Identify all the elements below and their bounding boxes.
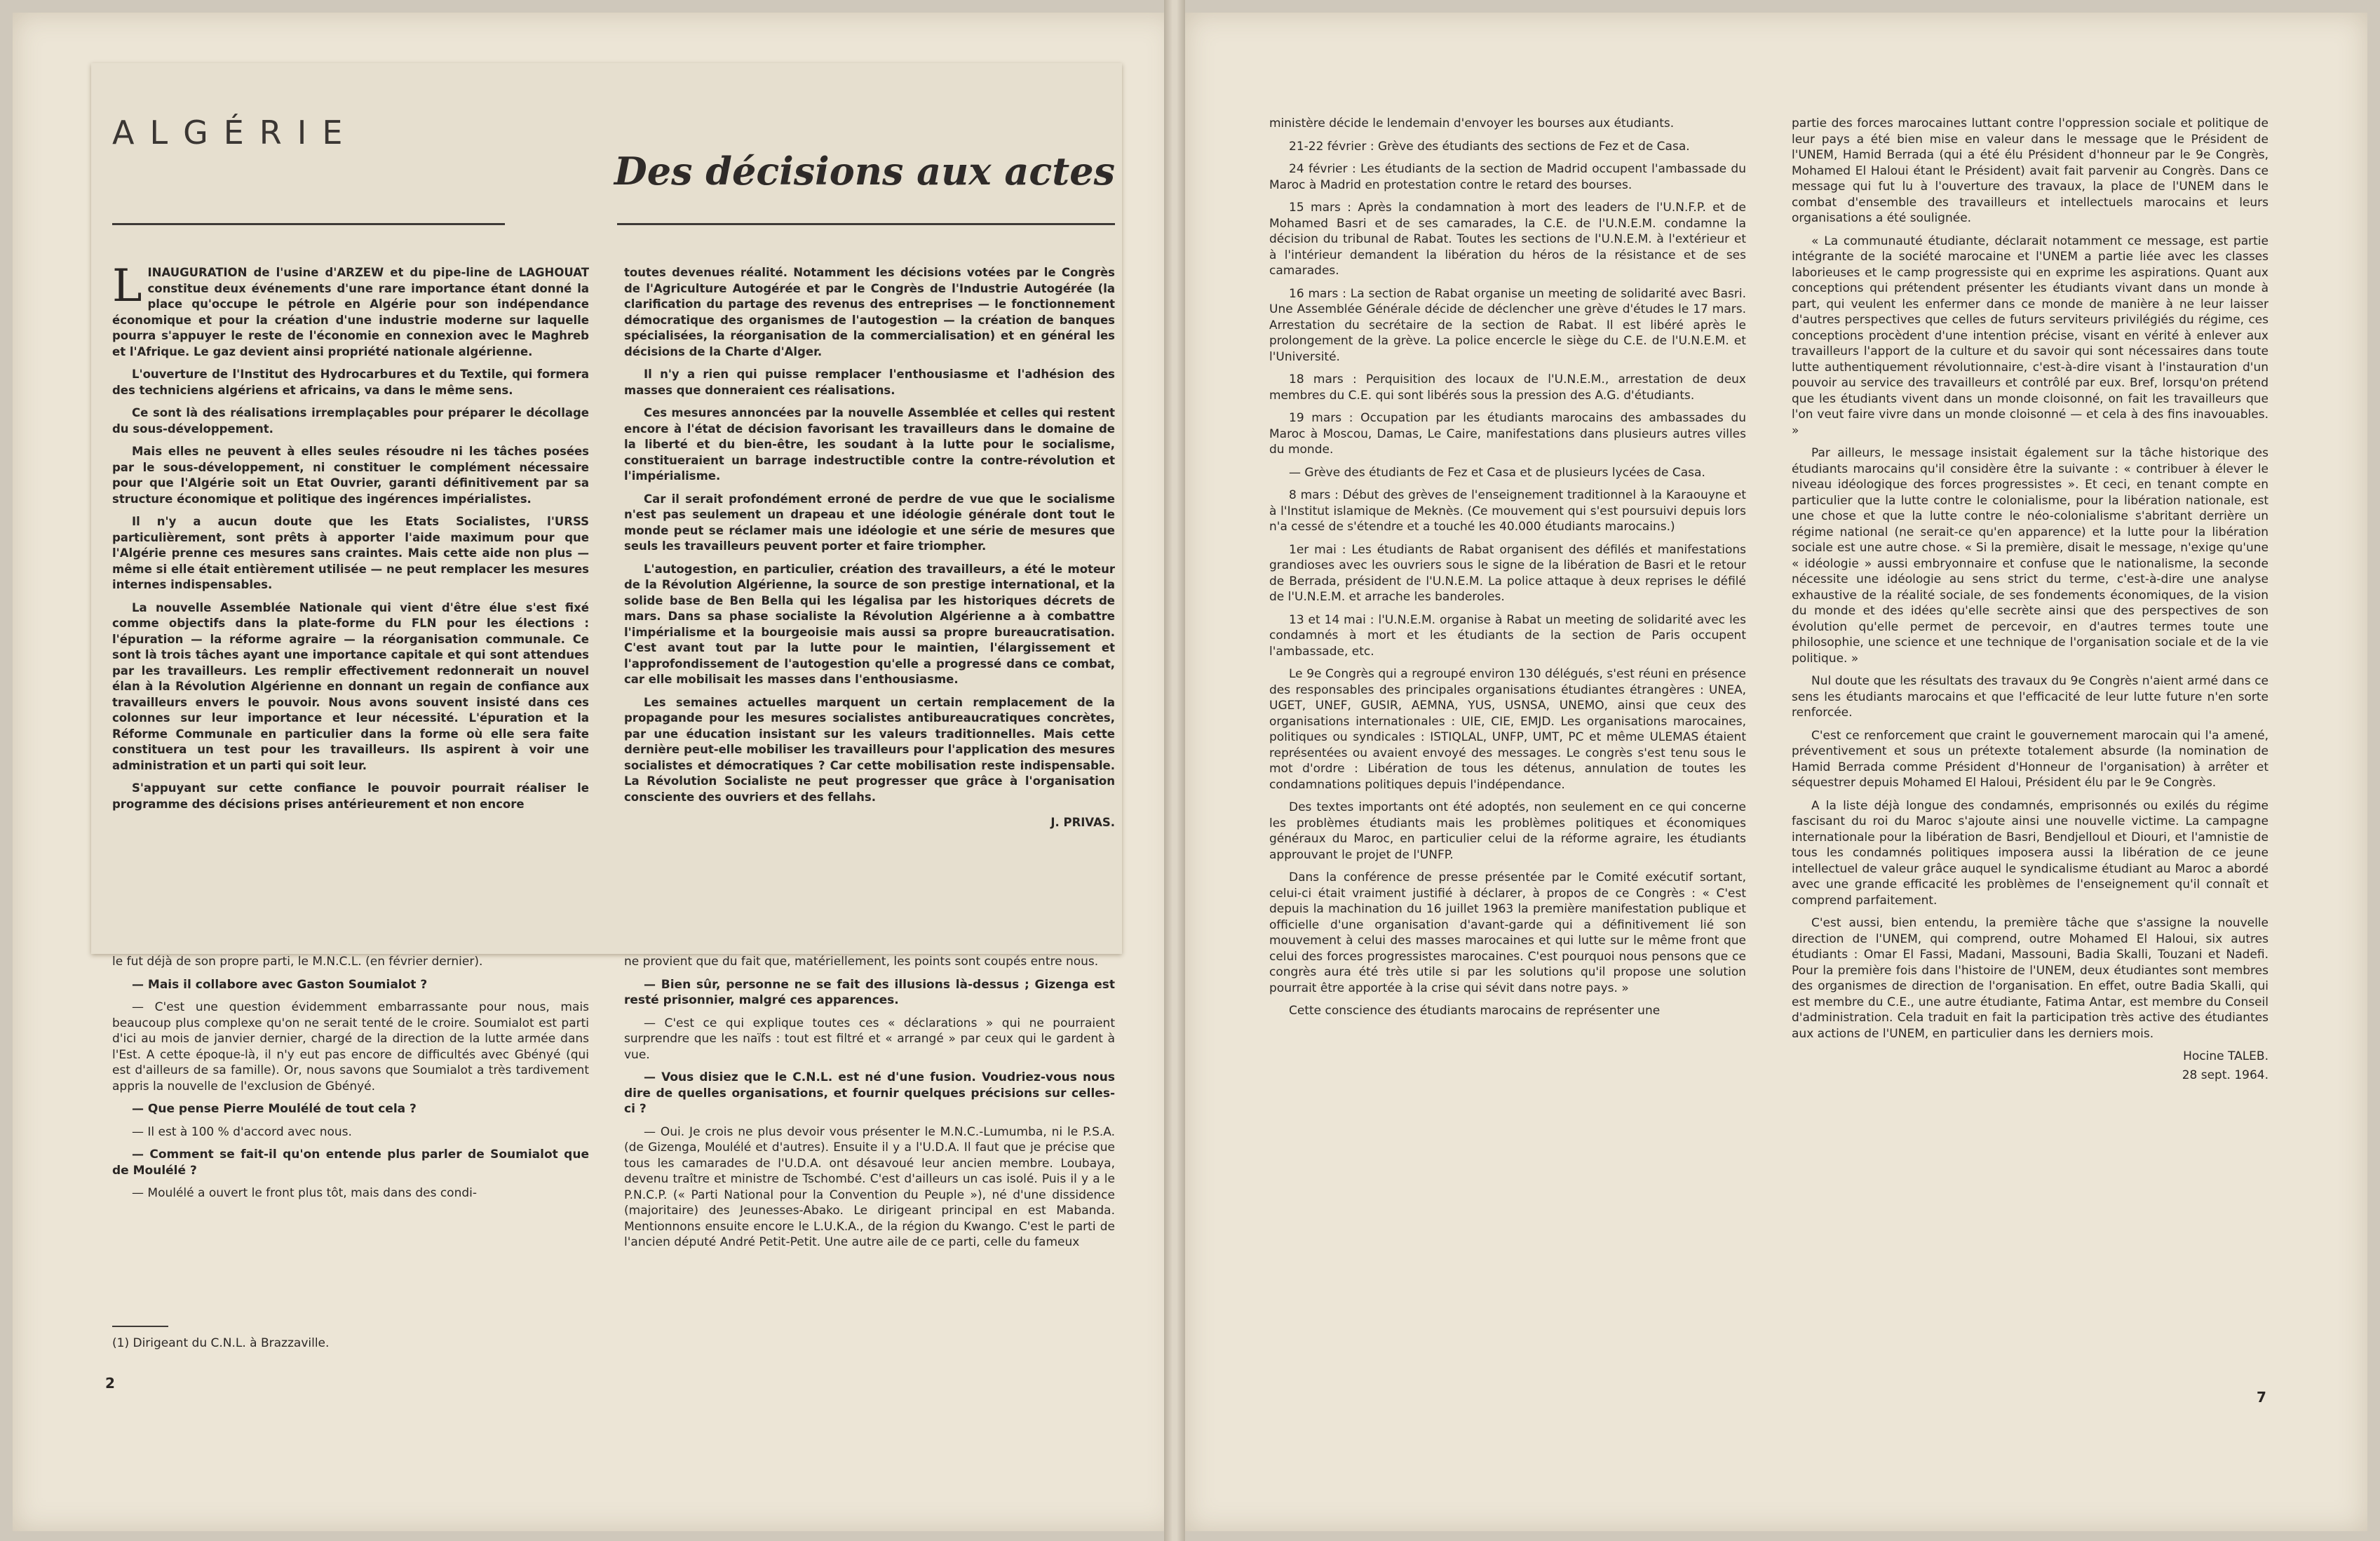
headline-rule-left bbox=[112, 223, 505, 225]
interview-column-2 bbox=[624, 954, 1115, 1258]
paragraph: — Oui. Je crois ne plus devoir vous présenter le M.N.C.-Lumumba, ni le P.S.A. (de Gizenga, Moulélé et d'autres). Ensuite il y a l'U.D.A. Il faut que je précise que tous les camarades de l'U.D.A. ont désavoué leur ancien membre. Loubaya, devenu traître et ministre de Tschombé. C'est d'ailleurs un cas isolé. Puis il y a le P.N.C.P. (« Parti National pour la Convention du Peuple »), né d'une dissidence (majoritaire) des Jeunesses-Abako. Le dirigeant principal en est Mabanda. Mentionnons ensuite encore le L.U.K.A., de la région du Kwango. C'est le parti de l'ancien député André Petit-Petit. Une autre aile de ce parti, celle du fameux bbox=[624, 1124, 1115, 1249]
paragraph: 16 mars : La section de Rabat organise un meeting de solidarité avec Basri. Une Assemblée Générale décide de déclencher une grève d'études le 17 mars. Arrestation du secrétaire de la section de Rabat. Il est libéré après le prolongement de la grève. La police encercle le siège du C.E. de l'U.N.E.M. et l'Université. bbox=[1269, 286, 1746, 364]
paragraph: — Comment se fait-il qu'on entende plus parler de Soumialot que de Moulélé ? bbox=[112, 1148, 589, 1178]
paragraph: Ces mesures annoncées par la nouvelle Assemblée et celles qui restent encore à l'état de décision favorisant les travailleurs dans le domaine de la liberté et du bien-être, les soudant à la lutte pour le socialisme, constitueraient un barrage indestructible contre la contre-révolution et l'impérialisme. bbox=[624, 406, 1115, 483]
paragraph: 15 mars : Après la condamnation à mort des leaders de l'U.N.F.P. et de Mohamed Basri et de ses camarades, la C.E. de l'U.N.E.M. condamne la décision du tribunal de Rabat. Toutes les sections de l'U.N.E.M. à l'extérieur et à l'intérieur demandent la libération du héros de la résistance et de ses camarades. bbox=[1269, 201, 1746, 278]
paragraph: toutes devenues réalité. Notamment les décisions votées par le Congrès de l'Agriculture Autogérée et par le Congrès de l'Industrie Autogérée (la clarification du partage des revenus des entreprises — le fonctionnement démocratique des organismes de l'autogestion — la création de banques spécialisées, la réorganisation de la commercialisation) et en général les décisions de la Charte d'Alger. bbox=[624, 266, 1115, 358]
paragraph: Car il serait profondément erroné de perdre de vue que le socialisme n'est pas seulement un drapeau et une idéologie générale dont tout le monde peut se réclamer mais une idéologie et une série de mesures que seuls les travailleurs peuvent porter et faire triompher. bbox=[624, 492, 1115, 553]
paragraph: — C'est une question évidemment embarrassante pour nous, mais beaucoup plus complexe qu'on ne serait tenté de le croire. Soumialot est parti d'ici au mois de janvier dernier, chargé de la direction de la lutte armée dans l'Est. A cette époque-là, il n'y eut pas encore de difficultés avec Gbényé (qui est d'ailleurs de sa famille). Or, nous savons que Soumialot a très tardivement appris la nouvelle de l'exclusion de Gbényé. bbox=[112, 1000, 589, 1093]
page-number-right: 7 bbox=[2257, 1389, 2266, 1406]
paragraph: le fut déjà de son propre parti, le M.N.C.L. (en février dernier). bbox=[112, 955, 483, 969]
paragraph: Mais elles ne peuvent à elles seules résoudre ni les tâches posées par le sous-développement, ni constituer le complément nécessaire pour que l'Algérie soit un Etat Ouvrier, garanti définitivement par sa structure économique et politique des ingérences impérialistes. bbox=[112, 445, 589, 506]
right-column-2 bbox=[1792, 116, 2269, 1086]
footnote: (1) Dirigeant du C.N.L. à Brazzaville. bbox=[112, 1336, 330, 1350]
article-date: 28 sept. 1964. bbox=[2182, 1068, 2269, 1082]
paragraph: — Grève des étudiants de Fez et Casa et de plusieurs lycées de Casa. bbox=[1289, 465, 1705, 480]
headline-rule-right bbox=[617, 223, 1115, 225]
paragraph: A la liste déjà longue des condamnés, emprisonnés ou exilés du régime fascisant du roi du Maroc s'ajoute ainsi une nouvelle victime. La campagne internationale pour la libération de Basri, Bendjelloul et Diouri, et l'amnistie de tous les condamnés politiques imposera aussi la libération de ce jeune intellectuel de valeur grâce auquel le syndicalisme étudiant au Maroc a abordé avec une grande efficacité les problèmes de l'enseignement qu'il connaît et comprend parfaitement. bbox=[1792, 798, 2269, 908]
paragraph: 13 et 14 mai : l'U.N.E.M. organise à Rabat un meeting de solidarité avec les condamnés à mort et les étudiants de la section de Paris occupent l'ambassade, etc. bbox=[1269, 612, 1746, 659]
page-number-left: 2 bbox=[105, 1375, 115, 1392]
paragraph: Par ailleurs, le message insistait également sur la tâche historique des étudiants marocains qu'il considère être la suivante : « contribuer à élever le niveau idéologique des forces progressistes ». Et ceci, en tenant compte en particulier que la lutte contre le colonialisme, pour la libération nationale, est une chose et que la lutte contre le néo-colonialisme s'abritant derrière un régime national (ne serait-ce qu'en apparence) et la lutte pour la libération sociale est une autre chose. « Si la première, disait le message, n'exige qu'une « idéologie » aussi embryonnaire et confuse que le nationalisme, la seconde nécessite une idéologie au sens strict du terme, c'est-à-dire une analyse exhaustive de la réalité sociale, de ses fondements économiques, de la vision du monde et des idées qu'elle secrète ainsi que des perspectives de son évolution qu'elle permet de percevoir, en d'autres termes toute une philosophie, une science et une technique de l'organisation sociale et de la vie politique. » bbox=[1792, 446, 2269, 666]
paragraph: 19 mars : Occupation par les étudiants marocains des ambassades du Maroc à Moscou, Damas, Le Caire, manifestations dans plusieurs autres villes du monde. bbox=[1269, 411, 1746, 457]
paragraph: — Moulélé a ouvert le front plus tôt, mais dans des condi- bbox=[132, 1186, 477, 1200]
paragraph: — Que pense Pierre Moulélé de tout cela ? bbox=[132, 1102, 417, 1116]
paragraph: L'autogestion, en particulier, création des travailleurs, a été le moteur de la Révolution Algérienne, la source de son prestige international, et la solide base de Ben Bella qui les légalisa par les historiques décrets de mars. Dans sa phase socialiste la Révolution Algérienne a à combattre l'impérialisme et la bourgeoisie mais aussi sa propre bureaucratisation. C'est avant tout par la lutte pour le maintien, l'élargissement et l'approfondissement de l'autogestion qu'elle a progressé dans ce combat, car elle mobilisait les masses dans l'enthousiasme. bbox=[624, 562, 1115, 686]
paragraph: 21-22 février : Grève des étudiants des sections de Fez et de Casa. bbox=[1289, 139, 1690, 154]
paragraph: 24 février : Les étudiants de la section de Madrid occupent l'ambassade du Maroc à Madrid en protestation contre le retard des bourses. bbox=[1269, 162, 1746, 192]
paragraph: Les semaines actuelles marquent un certain remplacement de la propagande pour les mesures socialistes antibureaucratiques concrètes, par une éducation insistant sur les valeurs traditionnelles. Mais cette dernière peut-elle mobiliser les travailleurs pour l'application des mesures socialistes et démocratiques ? Car cette mobilisation reste indispensable. La Révolution Socialiste ne peut progresser que grâce à l'organisation consciente des ouvriers et des fellahs. bbox=[624, 695, 1115, 804]
paragraph: Des textes importants ont été adoptés, non seulement en ce qui concerne les problèmes étudiants mais les problèmes politiques et économiques généraux du Maroc, en particulier celui de la réforme agraire, les étudiants approuvant le projet de l'UNFP. bbox=[1269, 800, 1746, 862]
section-kicker: ALGÉRIE bbox=[112, 114, 358, 152]
paragraph: — C'est ce qui explique toutes ces « déclarations » qui ne pourraient surprendre que les naïfs : tout est filtré et « arrangé » par ceux qui le gardent à vue. bbox=[624, 1016, 1115, 1062]
paragraph: ne provient que du fait que, matériellement, les points sont coupés entre nous. bbox=[624, 955, 1099, 969]
drop-cap: L bbox=[112, 260, 142, 312]
paragraph: — Il est à 100 % d'accord avec nous. bbox=[132, 1124, 352, 1139]
paragraph: ministère décide le lendemain d'envoyer les bourses aux étudiants. bbox=[1269, 116, 1675, 130]
paragraph: 1er mai : Les étudiants de Rabat organisent des défilés et manifestations grandioses avec les ouvriers sous le signe de la libération de Basri et le retour de Berrada, président de l'U.N.E.M. La police attaque à deux reprises le défilé de l'U.N.E.M. et arrache les banderoles. bbox=[1269, 542, 1746, 604]
paragraph: partie des forces marocaines luttant contre l'oppression sociale et politique de leur pays a été bien mise en valeur dans le message que le Président de l'UNEM, Hamid Berrada (qui a été élu Président d'honneur par le 9e Congrès, Mohamed El Haloui étant le Président) avait fait parvenir au Congrès. Dans ce message qui fut lu à l'ouverture des travaux, la place de l'UNEM dans le combat d'ensemble des travailleurs et intellectuels marocains et leurs organisations a été soulignée. bbox=[1792, 116, 2269, 225]
paragraph: Le 9e Congrès qui a regroupé environ 130 délégués, s'est réuni en présence des responsables des principales organisations étudiantes étrangères : UNEA, UGET, UNEF, GUSIR, AEMNA, YUS, USNSA, UNEMO, ainsi que ceux des organisations internationales : UIE, CIE, EMJD. Les organisations marocaines, politiques ou syndicales : ISTIQLAL, UNFP, UMT, PC et même ULEMAS étaient représentées ou avaient envoyé des messages. Le congrès s'est tenu sous le mot d'ordre : Libération de tous les détenus, annulation de toutes les condamnations politiques depuis l'indépendance. bbox=[1269, 667, 1746, 792]
paragraph: LINAUGURATION de l'usine d'ARZEW et du pipe-line de LAGHOUAT constitue deux événements d'une rare importance étant donné la place qu'occupe le pétrole en Algérie pour son indépendance économique et pour la création d'une industrie moderne sur laquelle pourra s'appuyer le reste de l'économie en connexion avec le Maghreb et l'Afrique. Le gaz devient ainsi propriété nationale algérienne. bbox=[112, 260, 589, 358]
paragraph: — Vous disiez que le C.N.L. est né d'une fusion. Voudriez-vous nous dire de quelles organisations, et fournir quelques précisions sur celles-ci ? bbox=[624, 1070, 1115, 1116]
center-fold bbox=[1164, 0, 1185, 1541]
paragraph: 18 mars : Perquisition des locaux de l'U.N.E.M., arrestation de deux membres du C.E. qui sont libérés sous la pression des A.G. d'étudiants. bbox=[1269, 372, 1746, 403]
article-column-2 bbox=[624, 265, 1115, 831]
interview-column-1 bbox=[112, 954, 589, 1209]
paragraph: La nouvelle Assemblée Nationale qui vient d'être élue s'est fixé comme objectifs dans la plate-forme du FLN pour les élections : l'épuration — la réforme agraire — la réorganisation communale. Ce sont là trois tâches ayant une importance capitale et qui sont attendues par les travailleurs. Les remplir effectivement redonnerait un nouvel élan à la Révolution Algérienne en donnant un regain de confiance aux travailleurs envers le pouvoir. Nous avons souvent insisté dans ces colonnes sur leur importance et leur nécessité. L'épuration et la Réforme Communale en particulier dans la forme où elle sera faite constituera un test pour les travailleurs. Ils aspirent à voir une administration et un parti qui soit leur. bbox=[112, 600, 589, 772]
article-column-1 bbox=[112, 260, 589, 819]
paragraph: L'ouverture de l'Institut des Hydrocarbures et du Textile, qui formera des techniciens algériens et africains, va dans le même sens. bbox=[112, 368, 589, 397]
paragraph: Il n'y a rien qui puisse remplacer l'enthousiasme et l'adhésion des masses que donneraient ces réalisations. bbox=[624, 368, 1115, 397]
paragraph: Nul doute que les résultats des travaux du 9e Congrès n'aient armé dans ce sens les étudiants marocains et que l'efficacité de leur lutte future n'en sorte renforcée. bbox=[1792, 674, 2269, 720]
right-column-1 bbox=[1269, 116, 1746, 1026]
paragraph: — Mais il collabore avec Gaston Soumialot ? bbox=[132, 977, 428, 992]
paragraph: Dans la conférence de presse présentée par le Comité exécutif sortant, celui-ci était vraiment justifié à déclarer, à propos de ce Congrès : « C'est depuis la machination du 16 juillet 1963 la première manifestation publique et officielle d'une organisation d'avant-garde qui a définitivement lié son mouvement à celui des masses marocaines et qui lutte sur le même front que celui des forces progressistes marocaines. C'est pourquoi nous pensons que ce congrès aura été très utile si par les solutions qu'il propose une solution pourrait être apportée à la crise qui sévit dans notre pays. » bbox=[1269, 870, 1746, 995]
paragraph: S'appuyant sur cette confiance le pouvoir pourrait réaliser le programme des décisions prises antérieurement et non encore bbox=[112, 781, 589, 811]
article-headline: Des décisions aux actes bbox=[614, 149, 1115, 194]
paragraph: — Bien sûr, personne ne se fait des illusions là-dessus ; Gizenga est resté prisonnier, malgré ces apparences. bbox=[624, 977, 1115, 1007]
author-signature: J. PRIVAS. bbox=[1050, 816, 1115, 829]
paragraph: « La communauté étudiante, déclarait notamment ce message, est partie intégrante de la société marocaine et l'UNEM a partie liée avec les classes laborieuses et le camp progressiste qui en exprime les aspirations. Quant aux conceptions qui prétendent présenter les étudiants vivant dans un monde à part, qui veulent les enfermer dans ce monde de manière à ne leur laisser d'autres perspectives que celles de futurs serviteurs privilégiés du régime, ces conceptions procèdent d'une intention précise, visant en vérité à enlever aux travailleurs l'apport de la culture et du savoir qui sont nécessaires dans toute lutte authentiquement révolutionnaire, c'est-à-dire visant à l'instauration d'un pouvoir au service des travailleurs et contrôlé par eux. Bref, lorsqu'on prétend que les étudiants vivent dans un monde cloisonné, on fait les travailleurs que l'on veut faire vivre dans un monde cloisonné — et cela à des fins inavouables. » bbox=[1792, 234, 2269, 438]
author-signature-right: Hocine TALEB. bbox=[2183, 1049, 2269, 1063]
paragraph: C'est ce renforcement que craint le gouvernement marocain qui l'a amené, préventivement et sous un prétexte totalement absurde (la nomination de Hamid Berrada comme Président d'Honneur de l'organisation) à arrêter et séquestrer depuis Mohamed El Haloui, Président élu par le 9e Congrès. bbox=[1792, 728, 2269, 790]
paragraph: Ce sont là des réalisations irremplaçables pour préparer le décollage du sous-développement. bbox=[112, 406, 589, 436]
paragraph: C'est aussi, bien entendu, la première tâche que s'assigne la nouvelle direction de l'UNEM, qui comprend, outre Mohamed El Haloui, six autres étudiants : Omar El Fassi, Madani, Massouni, Badia Skalli, Touzani et Nadefi. Pour la première fois dans l'histoire de l'UNEM, deux étudiantes sont membres des organismes de direction de l'organisation. En effet, outre Badia Skalli, qui est membre du C.E., une autre étudiante, Fatima Antar, est membre du Conseil d'administration. Cela traduit en fait la participation très active des étudiantes aux actions de l'UNEM, en particulier dans les derniers mois. bbox=[1792, 916, 2269, 1041]
paragraph: 8 mars : Début des grèves de l'enseignement traditionnel à la Karaouyne et à l'Institut islamique de Meknès. (Ce mouvement qui s'est poursuivi depuis lors n'a cessé de s'étendre et a touché les 40.000 étudiants marocains.) bbox=[1269, 488, 1746, 534]
paragraph: Il n'y a aucun doute que les Etats Socialistes, l'URSS particulièrement, sont prêts à apporter l'aide maximum pour que l'Algérie prenne ces mesures sans craintes. Mais cette aide non plus — même si elle était entièrement utilisée — ne peut remplacer les mesures internes indispensables. bbox=[112, 515, 589, 591]
footnote-rule bbox=[112, 1326, 168, 1327]
paragraph: Cette conscience des étudiants marocains de représenter une bbox=[1289, 1004, 1661, 1018]
